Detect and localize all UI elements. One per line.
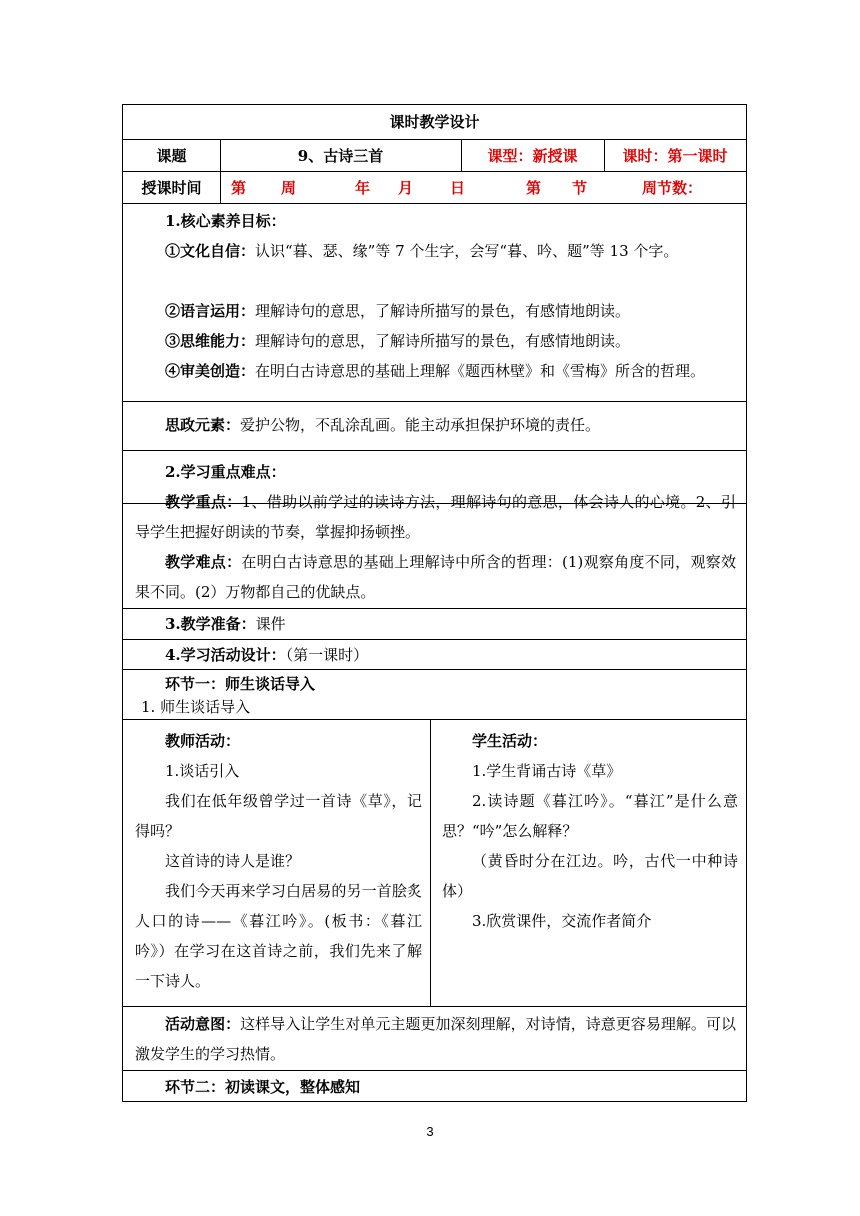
focus-difficulty-label: 教学难点：	[165, 553, 242, 571]
ideology-text: 爱护公物，不乱涂乱画。能主动承担保护环境的责任。	[240, 416, 601, 434]
section2-title: 环节二：初读课文，整体感知	[165, 1078, 361, 1096]
teacher-para-3: 这首诗的诗人是谁？	[165, 852, 301, 870]
topic-label-cell	[123, 140, 220, 171]
topic-label: 课题	[156, 146, 187, 165]
time-week-prefix: 第	[231, 179, 247, 197]
goal-language-label: ②语言运用：	[165, 302, 256, 320]
intent-row	[123, 1007, 746, 1071]
prep-label: 3.教学准备：	[165, 615, 256, 633]
goal-aesthetic-text: 在明白古诗意思的基础上理解《题西林壁》和《雪梅》所含的哲理。	[255, 362, 706, 380]
student-activity-cell	[430, 720, 746, 1006]
focus-heading: 2.学习重点难点：	[165, 463, 286, 481]
teacher-para-2: 我们在低年级曾学过一首诗《草》，记得吗？	[135, 792, 422, 840]
student-para-4: 3.欣赏课件，交流作者简介	[472, 912, 652, 930]
time-label: 授课时间	[141, 178, 202, 197]
intent	[135, 1009, 736, 1069]
teacher-para-1: 1.谈话引入	[165, 762, 240, 780]
goal-thinking-label: ③思维能力：	[165, 332, 256, 350]
lesson-period-cell	[604, 140, 746, 171]
lesson-type: 课型：新授课	[487, 146, 578, 165]
student-para-3: （黄昏时分在江边。吟，古代一中种诗体）	[442, 852, 738, 900]
teacher-activity-cell	[123, 720, 430, 1006]
activity-row	[123, 640, 746, 670]
section2-row	[123, 1071, 746, 1102]
topic-value-cell	[220, 140, 461, 171]
intent-label: 活动意图：	[165, 1015, 241, 1033]
goal-aesthetic-label: ④审美创造：	[165, 362, 256, 380]
time-section: 节	[572, 179, 588, 197]
goal-aesthetic	[135, 356, 736, 386]
activities-row	[123, 720, 746, 1007]
focus-difficulty-text: 在明白古诗意思的基础上理解诗中所含的哲理：(1)观察角度不同，观察效果不同。(2）万物都自己的优缺点。	[135, 553, 736, 601]
student-para-1: 1.学生背诵古诗《草》	[472, 762, 622, 780]
topic-row	[123, 140, 746, 172]
lesson-plan-table	[122, 104, 747, 1102]
title-row	[123, 105, 746, 140]
student-para-2: 2.读诗题《暮江吟》。“暮江”是什么意思？“吟”怎么解释？	[442, 792, 738, 840]
goals-heading: 1.核心素养目标：	[165, 212, 286, 230]
goal-thinking-text: 理解诗句的意思，了解诗所描写的景色，有感情地朗读。	[255, 332, 631, 350]
teacher-heading: 教师活动：	[165, 732, 241, 750]
section1-row	[123, 670, 746, 720]
focus-difficulty	[135, 547, 736, 607]
focus-key	[135, 487, 736, 547]
activity-label: 4.学习活动设计：	[165, 646, 286, 664]
prep-text: 课件	[255, 615, 286, 633]
section1-sub: 1. 师生谈话导入	[141, 698, 251, 716]
activity-text: （第一课时）	[285, 646, 369, 664]
focus-row	[123, 451, 746, 609]
goal-culture-label: ①文化自信：	[165, 242, 256, 260]
ideology-label: 思政元素：	[165, 416, 241, 434]
time-section-prefix: 第	[526, 179, 542, 197]
activity	[135, 640, 736, 670]
prep	[135, 609, 736, 639]
topic-value: 9、古诗三首	[297, 146, 384, 165]
goal-language	[135, 296, 736, 326]
lesson-type-cell	[461, 140, 604, 171]
time-month: 月	[398, 179, 414, 197]
focus-key-text: 1、借助以前学过的读诗方法，理解诗句的意思，体会诗人的心境。2、引导学生把握好朗读的节奏，掌握抑扬顿挫。	[135, 493, 736, 541]
ideology-row	[123, 401, 746, 451]
goal-language-text: 理解诗句的意思，了解诗所描写的景色，有感情地朗读。	[255, 302, 631, 320]
intent-text: 这样导入让学生对单元主题更加深刻理解，对诗情，诗意更容易理解。可以激发学生的学习热情。	[135, 1015, 736, 1063]
lesson-period: 课时：第一课时	[622, 146, 728, 165]
student-heading: 学生活动：	[472, 732, 548, 750]
time-week-section-count: 周节数：	[642, 179, 703, 197]
section1-title: 环节一：师生谈话导入	[165, 675, 316, 693]
time-week: 周	[281, 179, 297, 197]
prep-row	[123, 609, 746, 640]
page-title: 课时教学设计	[389, 113, 480, 131]
time-year: 年	[355, 179, 371, 197]
ideology	[135, 410, 736, 440]
goal-culture-text: 认识“暮、瑟、缘”等 7 个生字，会写“暮、吟、题”等 13 个字。	[255, 242, 679, 260]
page-number: 3	[426, 1124, 434, 1139]
time-label-cell	[123, 172, 220, 203]
time-day: 日	[450, 179, 466, 197]
teacher-para-4: 我们今天再来学习白居易的另一首脍炙人口的诗——《暮江吟》。(板书：《暮江吟》）在学习在这首诗之前，我们先来了解一下诗人。	[135, 882, 422, 990]
focus-key-label: 教学重点：	[165, 493, 242, 511]
goal-culture	[135, 236, 736, 266]
time-row	[123, 172, 746, 204]
goal-thinking	[135, 326, 736, 356]
